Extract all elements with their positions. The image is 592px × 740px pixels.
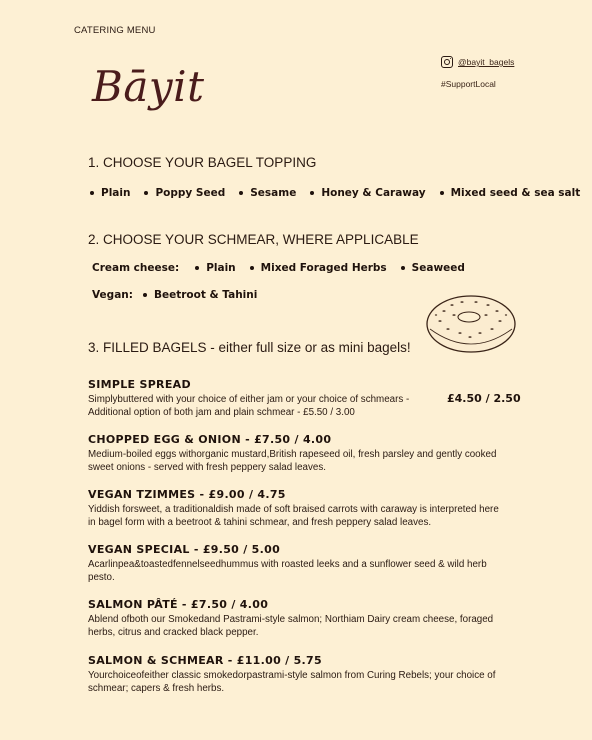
schmear-item: Mixed Foraged Herbs	[250, 262, 387, 274]
bullet-icon	[310, 191, 314, 195]
bullet-icon	[143, 293, 147, 297]
vegan-label: Vegan:	[92, 289, 133, 301]
instagram-link[interactable]	[441, 56, 514, 68]
vegan-row	[92, 289, 271, 301]
step-2-title: 2. CHOOSE YOUR SCHMEAR, WHERE APPLICABLE	[88, 232, 419, 247]
menu-item-name: CHOPPED EGG & ONION - £7.50 / 4.00	[88, 433, 332, 446]
menu-item-description: Simplybuttered with your choice of either jam or your choice of schmears - Additional option of both jam and plain schmear - £5.50 / 3.00	[88, 394, 410, 418]
topping-list	[90, 187, 580, 199]
menu-item-price: £4.50 / 2.50	[447, 392, 521, 405]
bullet-icon	[90, 191, 94, 195]
menu-item-name: SALMON & SCHMEAR - £11.00 / 5.75	[88, 654, 322, 667]
menu-item-name: SIMPLE SPREAD	[88, 378, 191, 391]
cream-cheese-row	[92, 262, 479, 274]
bullet-icon	[440, 191, 444, 195]
menu-item-description: Medium-boiled eggs withorganic mustard,British rapeseed oil, fresh parsley and gently cooked sweet onions - served with fresh peppery salad leaves.	[88, 449, 497, 473]
schmear-item: Seaweed	[401, 262, 465, 274]
bullet-icon	[195, 266, 199, 270]
menu-item-description: Yiddish forsweet, a traditionaldish made of soft braised carrots with caraway is interpreted here in bagel form with a beetroot & tahini schmear, and fresh peppery salad leaves.	[88, 504, 499, 528]
topping-item: Plain	[90, 187, 130, 199]
instagram-icon	[441, 56, 453, 68]
bullet-icon	[401, 266, 405, 270]
menu-item-name: SALMON PÂTÉ - £7.50 / 4.00	[88, 598, 269, 611]
menu-item	[88, 433, 508, 474]
schmear-item: Beetroot & Tahini	[143, 289, 257, 301]
cream-cheese-label: Cream cheese:	[92, 262, 180, 274]
menu-item	[88, 654, 508, 695]
menu-item-name: VEGAN SPECIAL - £9.50 / 5.00	[88, 543, 281, 556]
menu-item	[88, 598, 508, 639]
menu-caption: CATERING MENU	[74, 25, 156, 36]
bullet-icon	[250, 266, 254, 270]
bagel-icon	[424, 293, 518, 355]
hashtag: #SupportLocal	[441, 79, 496, 89]
menu-item-description: Ablend ofboth our Smokedand Pastrami-style salmon; Northiam Dairy cream cheese, foraged herbs, citrus and cracked black pepper.	[88, 614, 494, 638]
menu-item	[88, 543, 508, 584]
step-1-title: 1. CHOOSE YOUR BAGEL TOPPING	[88, 155, 317, 170]
brand-logo: Bāyit	[92, 62, 205, 111]
menu-item-name: VEGAN TZIMMES - £9.00 / 4.75	[88, 488, 286, 501]
instagram-handle[interactable]: @bayit_bagels	[458, 57, 515, 67]
schmear-item: Plain	[195, 262, 235, 274]
topping-item: Poppy Seed	[144, 187, 225, 199]
topping-item: Honey & Caraway	[310, 187, 425, 199]
menu-item	[88, 378, 438, 419]
bullet-icon	[144, 191, 148, 195]
menu-item-description: Yourchoiceofeither classic smokedorpastrami-style salmon from Curing Rebels; your choice of schmear; capers & fresh herbs.	[88, 670, 496, 694]
topping-item: Mixed seed & sea salt	[440, 187, 581, 199]
step-3-title: 3. FILLED BAGELS - either full size or as mini bagels!	[88, 340, 411, 355]
bullet-icon	[239, 191, 243, 195]
menu-item-description: Acarlinpea&toastedfennelseedhummus with roasted leeks and a sunflower seed & wild herb pesto.	[88, 559, 487, 583]
menu-item	[88, 488, 508, 529]
topping-item: Sesame	[239, 187, 296, 199]
